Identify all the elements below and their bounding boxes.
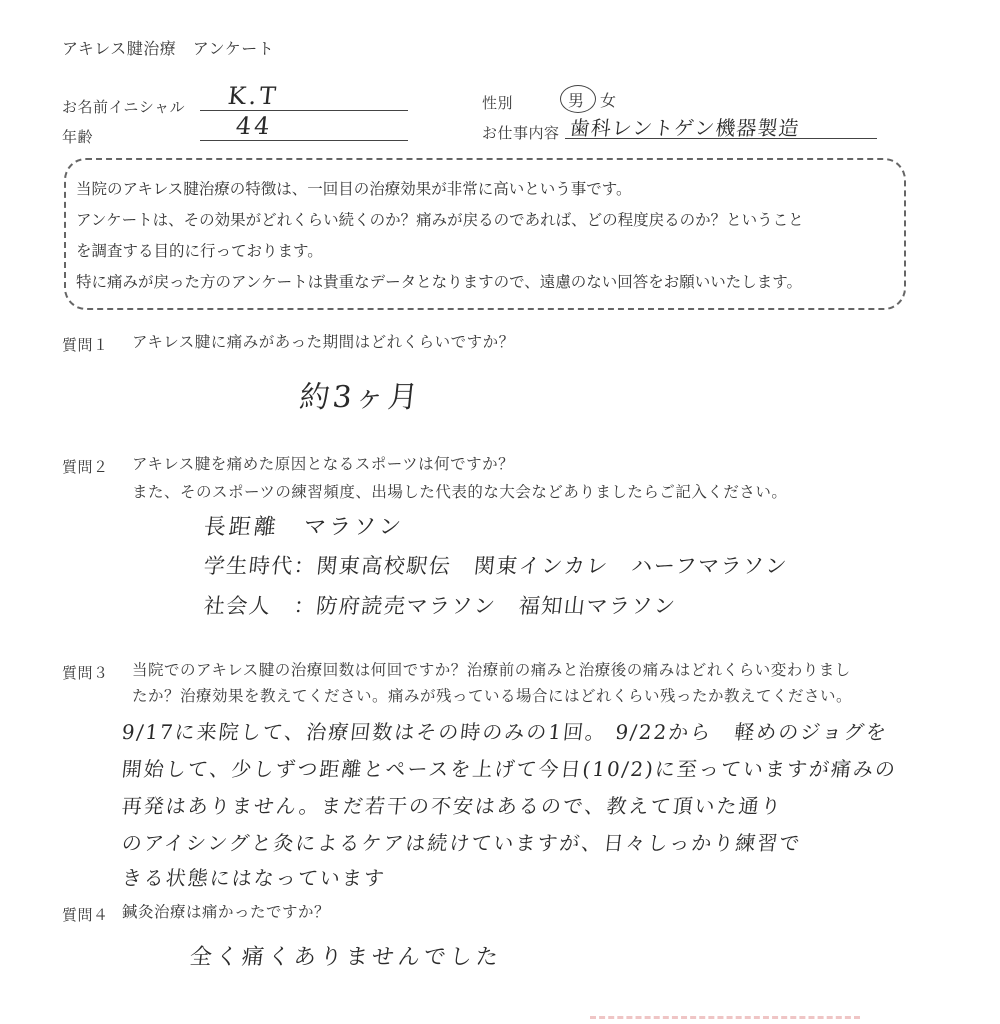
job-underline — [565, 138, 877, 139]
q3-text-2: たか？治療効果を教えてください。痛みが残っている場合にはどれくらい残ったか教えてください。 — [132, 687, 853, 705]
q3-answer-line-2: 開始して、少しずつ距離とペースを上げて今日(10/2)に至っていますが痛みの — [120, 757, 899, 781]
q2-text: アキレス腱を痛めた原因となるスポーツは何ですか？ — [132, 455, 515, 473]
age-underline — [200, 140, 408, 141]
q2-answer-line-3: 社会人 ：防府読売マラソン 福知山マラソン — [202, 594, 678, 618]
q2-label: 質問２ — [62, 458, 109, 476]
job-value: 歯科レントゲン機器製造 — [568, 116, 801, 140]
notice-line-2: アンケートは、その効果がどれくらい続くのか？痛みが戻るのであれば、どの程度戻るのか？ということ — [76, 211, 804, 229]
q3-label: 質問３ — [62, 664, 109, 682]
notice-line-3: を調査する目的に行っております。 — [76, 242, 323, 260]
q3-answer-line-1: 9/17に来院して、治療回数はその時のみの1回。 9/22から 軽めのジョグを — [120, 720, 890, 744]
age-label: 年齢 — [62, 128, 94, 146]
age-value: 44 — [234, 112, 275, 140]
q2-answer-line-2: 学生時代：関東高校駅伝 関東インカレ ハーフマラソン — [202, 554, 790, 578]
q1-answer: 約3ヶ月 — [297, 380, 423, 415]
initials-underline — [200, 110, 408, 111]
bottom-bleed-marks — [590, 1016, 860, 1019]
initials-value: K.T — [226, 82, 281, 110]
q2-text-2: また、そのスポーツの練習頻度、出場した代表的な大会などありましたらご記入ください。 — [132, 483, 788, 501]
q4-text: 鍼灸治療は痛かったですか？ — [122, 903, 331, 921]
gender-female: 女 — [600, 91, 617, 110]
q2-answer-line-1: 長距離 マラソン — [202, 515, 406, 540]
initials-label: お名前イニシャル — [62, 98, 186, 116]
q3-text: 当院でのアキレス腱の治療回数は何回ですか？治療前の痛みと治療後の痛みはどれくらい変わりまし — [132, 661, 851, 679]
q1-text: アキレス腱に痛みがあった期間はどれくらいですか？ — [132, 333, 515, 351]
q3-answer-line-3: 再発はありません。まだ若干の不安はあるので、教えて頂いた通り — [120, 794, 784, 818]
document-title: アキレス腱治療 アンケート — [62, 39, 275, 58]
q3-answer-line-5: きる状態にはなっています — [120, 866, 388, 890]
q1-label: 質問１ — [62, 336, 109, 354]
q4-label: 質問４ — [62, 906, 109, 924]
q3-answer-line-4: のアイシングと灸によるケアは続けていますが、日々しっかり練習で — [120, 831, 803, 855]
job-label: お仕事内容 — [482, 124, 560, 142]
notice-line-4: 特に痛みが戻った方のアンケートは貴重なデータとなりますので、遠慮のない回答をお願いいたします。 — [76, 273, 803, 291]
notice-line-1: 当院のアキレス腱治療の特徴は、一回目の治療効果が非常に高いという事です。 — [76, 180, 632, 198]
gender-male: 男 — [568, 91, 585, 110]
gender-label: 性別 — [482, 94, 514, 112]
q4-answer: 全く痛くありませんでした — [188, 945, 504, 970]
